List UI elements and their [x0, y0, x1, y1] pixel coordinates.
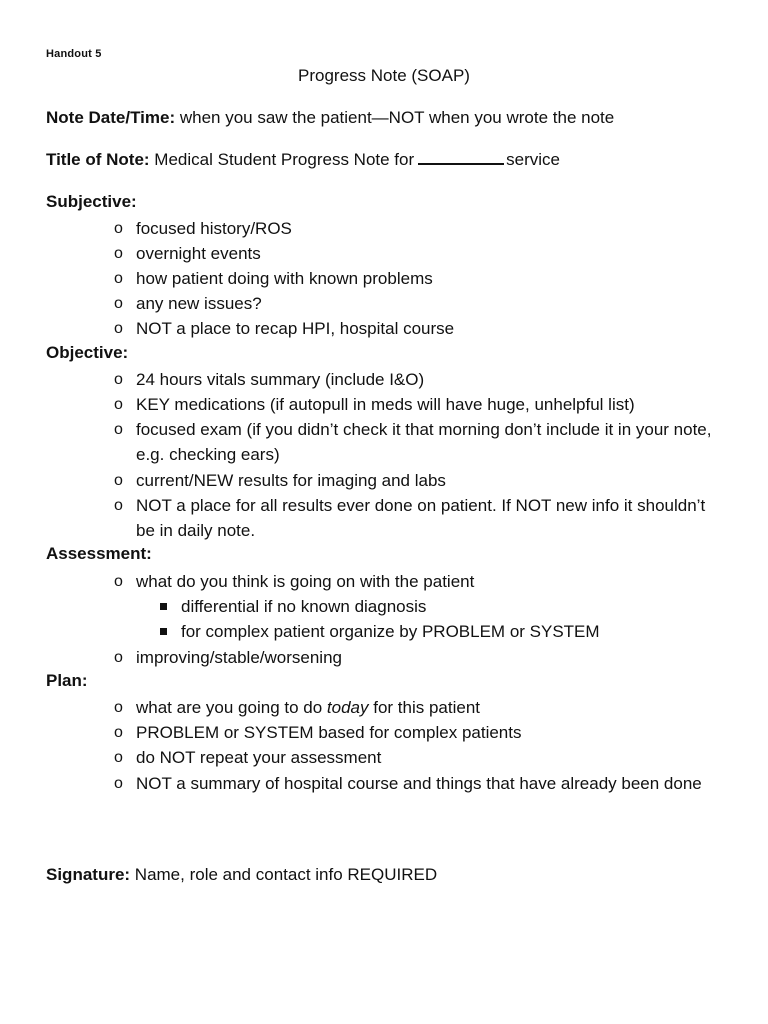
page-title: Progress Note (SOAP) — [298, 66, 470, 85]
list-item: o improving/stable/worsening — [114, 645, 714, 670]
list-item: o 24 hours vitals summary (include I&O) — [114, 367, 714, 392]
emphasis-today: today — [326, 698, 369, 717]
list-item: o focused exam (if you didn’t check it that morning don’t include it in your note, e.g. checking ears) — [114, 417, 714, 467]
subjective-heading: Subjective: — [46, 192, 137, 211]
bullet-marker: o — [114, 649, 123, 666]
bullet-marker: o — [114, 497, 123, 514]
handout-label: Handout 5 — [46, 48, 102, 60]
signature-text: Name, role and contact info REQUIRED — [130, 865, 438, 884]
bullet-marker: o — [114, 371, 123, 388]
bullet-marker: o — [114, 220, 123, 237]
list-item: o NOT a summary of hospital course and things that have already been done — [114, 771, 714, 796]
list-item: o how patient doing with known problems — [114, 266, 714, 291]
list-item: o NOT a place for all results ever done on patient. If NOT new info it shouldn’t be in daily note. — [114, 493, 714, 543]
bullet-marker: o — [114, 320, 123, 337]
note-title-service: service — [506, 150, 561, 169]
square-bullet-icon — [160, 603, 167, 610]
list-item: o KEY medications (if autopull in meds will have huge, unhelpful list) — [114, 392, 714, 417]
list-item: o overnight events — [114, 241, 714, 266]
note-date-text: when you saw the patient—NOT when you wrote the note — [175, 108, 615, 127]
note-title-text: Medical Student Progress Note for — [149, 150, 415, 169]
bullet-marker: o — [114, 749, 123, 766]
signature-line — [46, 865, 437, 885]
square-bullet-icon — [160, 628, 167, 635]
blank-line — [418, 150, 504, 165]
list-item: o focused history/ROS — [114, 216, 714, 241]
note-title-label: Title of Note: — [46, 150, 150, 169]
list-item: o any new issues? — [114, 291, 714, 316]
list-item: o what are you going to do today for this patient — [114, 695, 714, 720]
list-item: o what do you think is going on with the patient — [114, 569, 714, 594]
list-item: o PROBLEM or SYSTEM based for complex patients — [114, 720, 714, 745]
bullet-marker: o — [114, 472, 123, 489]
list-item: o current/NEW results for imaging and labs — [114, 468, 714, 493]
signature-label: Signature: — [46, 865, 131, 884]
bullet-marker: o — [114, 396, 123, 413]
bullet-marker: o — [114, 699, 123, 716]
bullet-marker: o — [114, 573, 123, 590]
note-title-line — [46, 150, 560, 170]
objective-heading: Objective: — [46, 343, 129, 362]
bullet-marker: o — [114, 775, 123, 792]
note-date-label: Note Date/Time: — [46, 108, 176, 127]
bullet-marker: o — [114, 295, 123, 312]
bullet-marker: o — [114, 724, 123, 741]
sub-list-item: differential if no known diagnosis — [160, 594, 720, 619]
bullet-marker: o — [114, 421, 123, 438]
bullet-marker: o — [114, 245, 123, 262]
list-item: o do NOT repeat your assessment — [114, 745, 714, 770]
plan-heading: Plan: — [46, 671, 88, 690]
sub-list-item: for complex patient organize by PROBLEM or SYSTEM — [160, 619, 720, 644]
assessment-heading: Assessment: — [46, 544, 152, 563]
note-date-line — [46, 108, 614, 128]
list-item: o NOT a place to recap HPI, hospital course — [114, 316, 714, 341]
bullet-marker: o — [114, 270, 123, 287]
